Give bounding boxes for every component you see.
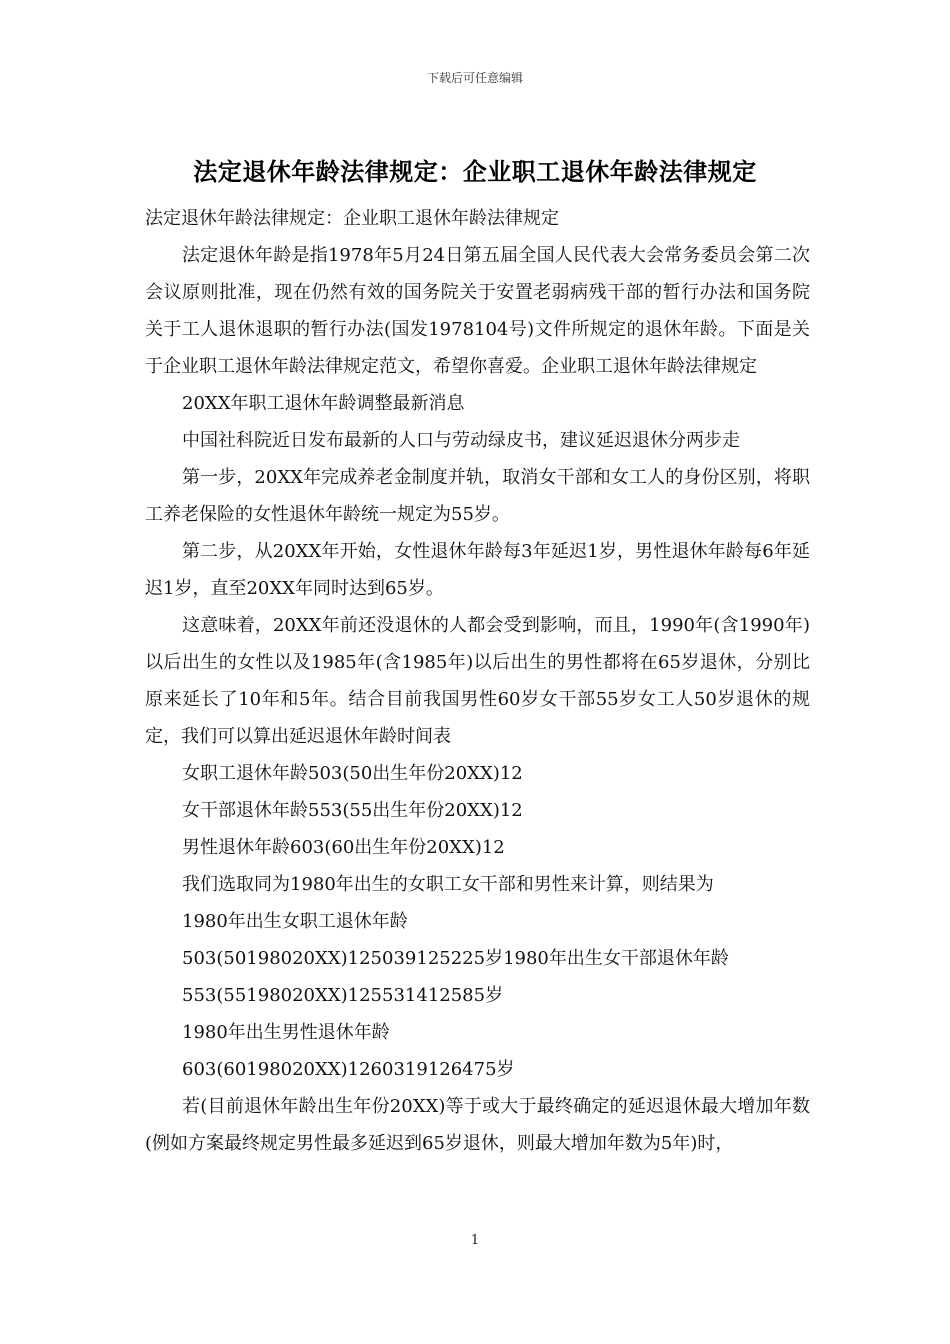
formula-line: 女职工退休年龄503(50出生年份20XX)12 [182, 763, 523, 784]
paragraph: 这意味着，20XX年前还没退休的人都会受到影响，而且，1990年(含1990年)以后出生的女性以及1985年(含1985年)以后出生的男性都将在65岁退休，分别比原来延长了10年和5年。结合目前我国男性60岁女干部55岁女工人50岁退休的规定，我们可以算出延迟退休年龄时间表 [145, 615, 810, 747]
calc-line: 1980年出生男性退休年龄 [182, 1022, 390, 1043]
paragraph-step-two: 第二步，从20XX年开始，女性退休年龄每3年延迟1岁，男性退休年龄每6年延迟1岁，直至20XX年同时达到65岁。 [145, 541, 810, 599]
header-note: 下载后可任意编辑 [426, 71, 523, 85]
paragraph-step-one: 第一步，20XX年完成养老金制度并轨，取消女干部和女工人的身份区别，将职工养老保险的女性退休年龄统一规定为55岁。 [145, 467, 810, 525]
paragraph-news-heading: 20XX年职工退休年龄调整最新消息 [182, 393, 465, 414]
document-title: 法定退休年龄法律规定：企业职工退休年龄法律规定 [193, 157, 757, 186]
paragraph: 我们选取同为1980年出生的女职工女干部和男性来计算，则结果为 [182, 874, 714, 895]
calc-line: 553(55198020XX)125531412585岁 [182, 985, 504, 1006]
paragraph-definition: 法定退休年龄是指1978年5月24日第五届全国人民代表大会常务委员会第二次会议原则批准，现在仍然有效的国务院关于安置老弱病残干部的暂行办法和国务院关于工人退休退职的暂行办法(国发1978104号)文件所规定的退休年龄。下面是关于企业职工退休年龄法律规定范文，希望你喜爱。企业职工退休年龄法律规定 [145, 245, 810, 377]
paragraph: 中国社科院近日发布最新的人口与劳动绿皮书，建议延迟退休分两步走 [182, 430, 740, 451]
paragraph: 若(目前退休年龄出生年份20XX)等于或大于最终确定的延迟退休最大增加年数(例如方案最终规定男性最多延迟到65岁退休，则最大增加年数为5年)时， [145, 1096, 810, 1154]
formula-line: 女干部退休年龄553(55出生年份20XX)12 [182, 800, 523, 821]
calc-line: 503(50198020XX)125039125225岁1980年出生女干部退休年龄 [182, 948, 729, 969]
document-body [145, 200, 810, 1162]
calc-line: 1980年出生女职工退休年龄 [182, 911, 408, 932]
calc-line: 603(60198020XX)1260319126475岁 [182, 1059, 515, 1080]
page-number: 1 [470, 1233, 480, 1248]
paragraph-subtitle: 法定退休年龄法律规定：企业职工退休年龄法律规定 [145, 208, 559, 229]
formula-line: 男性退休年龄603(60出生年份20XX)12 [182, 837, 505, 858]
